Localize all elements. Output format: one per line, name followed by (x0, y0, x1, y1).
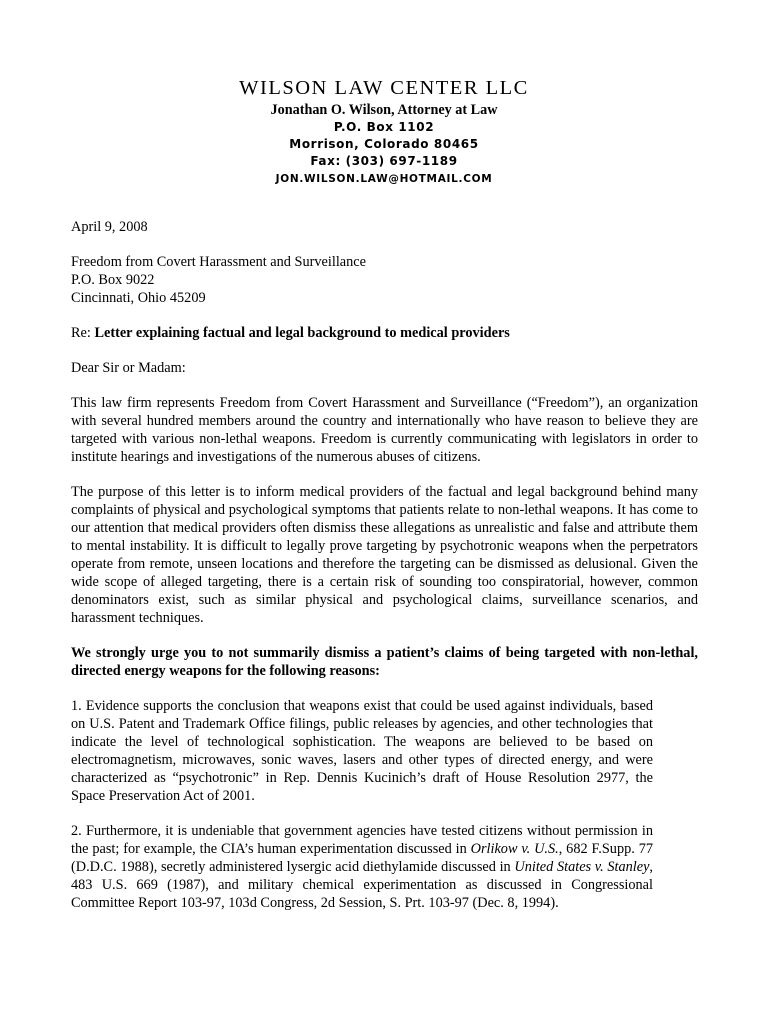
firm-email: JON.WILSON.LAW@HOTMAIL.COM (275, 173, 493, 185)
recipient-po-box: P.O. Box 9022 (71, 272, 155, 288)
reason-1: 1. Evidence supports the conclusion that weapons exist that could be used against individuals, based on U.S. Patent and Trademark Office filings, public releases by agencies, and other technologies that indicate the level of technological sophistication. The weapons are believed to be based on electromagnetism, microwaves, sonic waves, lasers and other types of directed energy, and were characterized as “psychotronic” in Rep. Dennis Kucinich’s draft of House Resolution 2977, the Space Preservation Act of 2001. (71, 698, 653, 804)
recipient-address (71, 253, 698, 307)
case-stanley: United States v. Stanley (514, 859, 650, 875)
firm-city-state-zip: Morrison, Colorado 80465 (289, 137, 479, 151)
firm-fax: Fax: (303) 697-1189 (310, 154, 458, 168)
recipient-city-state-zip: Cincinnati, Ohio 45209 (71, 290, 206, 306)
letter-body (71, 218, 698, 912)
re-subject: Letter explaining factual and legal background to medical providers (94, 325, 510, 341)
paragraph-representation: This law firm represents Freedom from Covert Harassment and Surveillance (“Freedom”), an organization with several hundred members around the country and internationally who have reason to believe they are targeted with various non-lethal weapons. Freedom is currently communicating with legislators in order to institute hearings and investigations of the numerous abuses of citizens. (71, 395, 698, 465)
urge-heading: We strongly urge you to not summarily dismiss a patient’s claims of being targeted with non-lethal, directed energy weapons for the following reasons: (71, 645, 698, 679)
firm-po-box: P.O. Box 1102 (333, 120, 435, 134)
reason-2-text-a: 2. Furthermore, it is undeniable that government agencies have tested citizens without permission in the past; for example, the CIA’s human experimentation discussed in (71, 823, 653, 857)
salutation: Dear Sir or Madam: (71, 360, 186, 376)
letter-date: April 9, 2008 (71, 219, 148, 235)
reason-2 (71, 822, 653, 912)
attorney-name: Jonathan O. Wilson, Attorney at Law (270, 102, 498, 118)
paragraph-purpose: The purpose of this letter is to inform medical providers of the factual and legal background behind many complaints of physical and psychological symptoms that patients relate to non-lethal weapons. It has come to our attention that medical providers often dismiss these allegations as unrealistic and false and attribute them to mental instability. It is difficult to legally prove targeting by psychotronic weapons when the perpetrators operate from remote, unseen locations and therefore the targeting can be dismissed as delusional. Given the wide scope of alleged targeting, there is a certain risk of sounding too conspiratorial, however, common denominators exist, such as similar physical and psychological claims, surveillance scenarios, and harassment techniques. (71, 484, 698, 626)
case-orlikow: Orlikow v. U.S. (470, 841, 559, 857)
reason-2-text-c: , 483 U.S. 669 (1987), and military chemical experimentation as discussed in Congressional Committee Report 103-97, 103d Congress, 2d Session, S. Prt. 103-97 (Dec. 8, 1994). (71, 859, 653, 911)
firm-name: WILSON LAW CENTER LLC (239, 77, 529, 99)
letterhead (0, 76, 768, 188)
re-line (71, 324, 698, 342)
re-prefix: Re: (71, 325, 91, 341)
recipient-name: Freedom from Covert Harassment and Surveillance (71, 254, 366, 270)
reason-2-text-b: , 682 F.Supp. 77 (D.D.C. 1988), secretly administered lysergic acid diethylamide discussed in (71, 841, 653, 875)
